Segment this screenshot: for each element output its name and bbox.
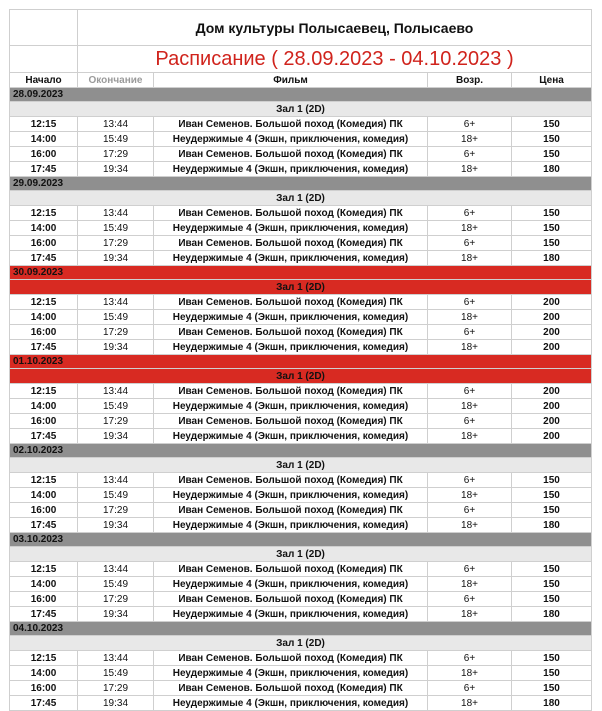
film-title: Неудержимые 4 (Экшн, приключения, комедия) — [154, 132, 428, 147]
start-time: 17:45 — [10, 340, 78, 355]
end-time: 15:49 — [78, 666, 154, 681]
film-title: Неудержимые 4 (Экшн, приключения, комедия) — [154, 310, 428, 325]
showtime-row — [10, 325, 592, 340]
end-time: 13:44 — [78, 117, 154, 132]
date-label: 03.10.2023 — [10, 533, 592, 547]
start-time: 12:15 — [10, 117, 78, 132]
film-title: Иван Семенов. Большой поход (Комедия) ПК — [154, 473, 428, 488]
ticket-price: 150 — [512, 221, 592, 236]
start-time: 17:45 — [10, 518, 78, 533]
film-title: Неудержимые 4 (Экшн, приключения, комедия) — [154, 607, 428, 622]
start-time: 16:00 — [10, 592, 78, 607]
showtime-row — [10, 295, 592, 310]
age-rating: 18+ — [428, 607, 512, 622]
film-title: Иван Семенов. Большой поход (Комедия) ПК — [154, 206, 428, 221]
ticket-price: 150 — [512, 147, 592, 162]
age-rating: 6+ — [428, 384, 512, 399]
hall-label: Зал 1 (2D) — [10, 102, 592, 117]
age-rating: 18+ — [428, 132, 512, 147]
age-rating: 6+ — [428, 503, 512, 518]
end-time: 17:29 — [78, 592, 154, 607]
hall-label: Зал 1 (2D) — [10, 458, 592, 473]
ticket-price: 150 — [512, 473, 592, 488]
showtime-row — [10, 117, 592, 132]
end-time: 15:49 — [78, 221, 154, 236]
start-time: 14:00 — [10, 399, 78, 414]
film-title: Иван Семенов. Большой поход (Комедия) ПК — [154, 147, 428, 162]
start-time: 16:00 — [10, 681, 78, 696]
showtime-row — [10, 503, 592, 518]
age-rating: 18+ — [428, 429, 512, 444]
start-time: 12:15 — [10, 562, 78, 577]
showtime-row — [10, 473, 592, 488]
end-time: 13:44 — [78, 206, 154, 221]
film-title: Неудержимые 4 (Экшн, приключения, комедия) — [154, 518, 428, 533]
film-title: Иван Семенов. Большой поход (Комедия) ПК — [154, 384, 428, 399]
start-time: 12:15 — [10, 651, 78, 666]
date-row — [10, 444, 592, 458]
end-time: 19:34 — [78, 251, 154, 266]
age-rating: 6+ — [428, 325, 512, 340]
start-time: 14:00 — [10, 310, 78, 325]
ticket-price: 150 — [512, 488, 592, 503]
showtime-row — [10, 221, 592, 236]
ticket-price: 180 — [512, 607, 592, 622]
showtime-row — [10, 592, 592, 607]
showtime-row — [10, 429, 592, 444]
showtime-row — [10, 696, 592, 711]
film-title: Иван Семенов. Большой поход (Комедия) ПК — [154, 414, 428, 429]
start-time: 12:15 — [10, 295, 78, 310]
film-title: Иван Семенов. Большой поход (Комедия) ПК — [154, 651, 428, 666]
schedule-title: Расписание ( 28.09.2023 - 04.10.2023 ) — [78, 46, 592, 73]
film-title: Иван Семенов. Большой поход (Комедия) ПК — [154, 562, 428, 577]
showtime-row — [10, 681, 592, 696]
hall-row — [10, 547, 592, 562]
start-time: 16:00 — [10, 414, 78, 429]
end-time: 17:29 — [78, 503, 154, 518]
ticket-price: 200 — [512, 384, 592, 399]
film-title: Неудержимые 4 (Экшн, приключения, комедия) — [154, 696, 428, 711]
film-title: Неудержимые 4 (Экшн, приключения, комедия) — [154, 666, 428, 681]
film-title: Иван Семенов. Большой поход (Комедия) ПК — [154, 681, 428, 696]
header-blank-cell — [10, 10, 78, 46]
start-time: 16:00 — [10, 503, 78, 518]
end-time: 17:29 — [78, 147, 154, 162]
hall-row — [10, 369, 592, 384]
start-time: 12:15 — [10, 473, 78, 488]
end-time: 19:34 — [78, 162, 154, 177]
hall-row — [10, 191, 592, 206]
hall-label: Зал 1 (2D) — [10, 636, 592, 651]
film-title: Неудержимые 4 (Экшн, приключения, комедия) — [154, 162, 428, 177]
film-title: Иван Семенов. Большой поход (Комедия) ПК — [154, 325, 428, 340]
end-time: 19:34 — [78, 696, 154, 711]
end-time: 19:34 — [78, 429, 154, 444]
showtime-row — [10, 488, 592, 503]
ticket-price: 180 — [512, 518, 592, 533]
start-time: 16:00 — [10, 147, 78, 162]
start-time: 14:00 — [10, 577, 78, 592]
age-rating: 6+ — [428, 592, 512, 607]
ticket-price: 180 — [512, 696, 592, 711]
ticket-price: 200 — [512, 399, 592, 414]
ticket-price: 150 — [512, 577, 592, 592]
column-header-age: Возр. — [428, 73, 512, 88]
age-rating: 6+ — [428, 651, 512, 666]
column-header-end: Окончание — [78, 73, 154, 88]
film-title: Иван Семенов. Большой поход (Комедия) ПК — [154, 503, 428, 518]
date-row — [10, 177, 592, 191]
film-title: Иван Семенов. Большой поход (Комедия) ПК — [154, 117, 428, 132]
start-time: 17:45 — [10, 607, 78, 622]
age-rating: 18+ — [428, 251, 512, 266]
ticket-price: 200 — [512, 325, 592, 340]
hall-row — [10, 280, 592, 295]
showtime-row — [10, 666, 592, 681]
showtime-row — [10, 236, 592, 251]
showtime-row — [10, 132, 592, 147]
column-header-start: Начало — [10, 73, 78, 88]
ticket-price: 150 — [512, 117, 592, 132]
film-title: Неудержимые 4 (Экшн, приключения, комедия) — [154, 221, 428, 236]
film-title: Неудержимые 4 (Экшн, приключения, комедия) — [154, 488, 428, 503]
ticket-price: 150 — [512, 651, 592, 666]
film-title: Иван Семенов. Большой поход (Комедия) ПК — [154, 295, 428, 310]
venue-name: Дом культуры Полысаевец, Полысаево — [78, 10, 592, 46]
age-rating: 18+ — [428, 696, 512, 711]
ticket-price: 200 — [512, 310, 592, 325]
age-rating: 6+ — [428, 681, 512, 696]
hall-label: Зал 1 (2D) — [10, 191, 592, 206]
column-header-film: Фильм — [154, 73, 428, 88]
showtime-row — [10, 162, 592, 177]
hall-row — [10, 636, 592, 651]
start-time: 14:00 — [10, 132, 78, 147]
age-rating: 18+ — [428, 577, 512, 592]
column-header-price: Цена — [512, 73, 592, 88]
ticket-price: 180 — [512, 251, 592, 266]
ticket-price: 200 — [512, 295, 592, 310]
age-rating: 6+ — [428, 206, 512, 221]
age-rating: 6+ — [428, 236, 512, 251]
end-time: 19:34 — [78, 340, 154, 355]
end-time: 15:49 — [78, 399, 154, 414]
end-time: 17:29 — [78, 236, 154, 251]
date-label: 01.10.2023 — [10, 355, 592, 369]
date-label: 28.09.2023 — [10, 88, 592, 102]
column-header-row — [10, 73, 592, 88]
age-rating: 18+ — [428, 666, 512, 681]
showtime-row — [10, 340, 592, 355]
age-rating: 18+ — [428, 310, 512, 325]
start-time: 17:45 — [10, 696, 78, 711]
start-time: 14:00 — [10, 488, 78, 503]
age-rating: 18+ — [428, 162, 512, 177]
hall-row — [10, 458, 592, 473]
showtime-row — [10, 206, 592, 221]
start-time: 17:45 — [10, 251, 78, 266]
date-row — [10, 88, 592, 102]
showtime-row — [10, 147, 592, 162]
age-rating: 6+ — [428, 295, 512, 310]
ticket-price: 200 — [512, 340, 592, 355]
age-rating: 6+ — [428, 414, 512, 429]
film-title: Иван Семенов. Большой поход (Комедия) ПК — [154, 592, 428, 607]
age-rating: 18+ — [428, 340, 512, 355]
header-blank-cell — [10, 46, 78, 73]
end-time: 15:49 — [78, 488, 154, 503]
age-rating: 6+ — [428, 562, 512, 577]
showtime-row — [10, 251, 592, 266]
ticket-price: 180 — [512, 162, 592, 177]
film-title: Неудержимые 4 (Экшн, приключения, комедия) — [154, 577, 428, 592]
end-time: 13:44 — [78, 651, 154, 666]
showtime-row — [10, 414, 592, 429]
end-time: 15:49 — [78, 132, 154, 147]
date-label: 30.09.2023 — [10, 266, 592, 280]
date-row — [10, 533, 592, 547]
schedule-page — [9, 9, 591, 711]
ticket-price: 150 — [512, 592, 592, 607]
showtime-row — [10, 577, 592, 592]
date-label: 02.10.2023 — [10, 444, 592, 458]
start-time: 12:15 — [10, 206, 78, 221]
start-time: 16:00 — [10, 325, 78, 340]
showtime-row — [10, 651, 592, 666]
start-time: 14:00 — [10, 221, 78, 236]
date-label: 29.09.2023 — [10, 177, 592, 191]
date-row — [10, 266, 592, 280]
age-rating: 6+ — [428, 117, 512, 132]
end-time: 13:44 — [78, 295, 154, 310]
end-time: 17:29 — [78, 681, 154, 696]
age-rating: 18+ — [428, 488, 512, 503]
start-time: 14:00 — [10, 666, 78, 681]
showtime-row — [10, 518, 592, 533]
start-time: 16:00 — [10, 236, 78, 251]
ticket-price: 150 — [512, 503, 592, 518]
end-time: 19:34 — [78, 607, 154, 622]
start-time: 17:45 — [10, 162, 78, 177]
start-time: 12:15 — [10, 384, 78, 399]
start-time: 17:45 — [10, 429, 78, 444]
film-title: Неудержимые 4 (Экшн, приключения, комедия) — [154, 399, 428, 414]
schedule-table — [9, 9, 592, 711]
age-rating: 18+ — [428, 221, 512, 236]
hall-row — [10, 102, 592, 117]
hall-label: Зал 1 (2D) — [10, 547, 592, 562]
end-time: 13:44 — [78, 384, 154, 399]
age-rating: 18+ — [428, 399, 512, 414]
date-row — [10, 622, 592, 636]
end-time: 15:49 — [78, 310, 154, 325]
ticket-price: 150 — [512, 681, 592, 696]
end-time: 17:29 — [78, 414, 154, 429]
age-rating: 6+ — [428, 473, 512, 488]
showtime-row — [10, 607, 592, 622]
ticket-price: 150 — [512, 236, 592, 251]
showtime-row — [10, 384, 592, 399]
ticket-price: 150 — [512, 132, 592, 147]
film-title: Иван Семенов. Большой поход (Комедия) ПК — [154, 236, 428, 251]
age-rating: 18+ — [428, 518, 512, 533]
film-title: Неудержимые 4 (Экшн, приключения, комедия) — [154, 429, 428, 444]
date-row — [10, 355, 592, 369]
film-title: Неудержимые 4 (Экшн, приключения, комедия) — [154, 251, 428, 266]
ticket-price: 200 — [512, 414, 592, 429]
showtime-row — [10, 310, 592, 325]
ticket-price: 150 — [512, 666, 592, 681]
ticket-price: 150 — [512, 206, 592, 221]
age-rating: 6+ — [428, 147, 512, 162]
end-time: 19:34 — [78, 518, 154, 533]
end-time: 17:29 — [78, 325, 154, 340]
ticket-price: 200 — [512, 429, 592, 444]
end-time: 13:44 — [78, 473, 154, 488]
end-time: 15:49 — [78, 577, 154, 592]
ticket-price: 150 — [512, 562, 592, 577]
film-title: Неудержимые 4 (Экшн, приключения, комедия) — [154, 340, 428, 355]
showtime-row — [10, 399, 592, 414]
showtime-row — [10, 562, 592, 577]
hall-label: Зал 1 (2D) — [10, 280, 592, 295]
hall-label: Зал 1 (2D) — [10, 369, 592, 384]
date-label: 04.10.2023 — [10, 622, 592, 636]
end-time: 13:44 — [78, 562, 154, 577]
